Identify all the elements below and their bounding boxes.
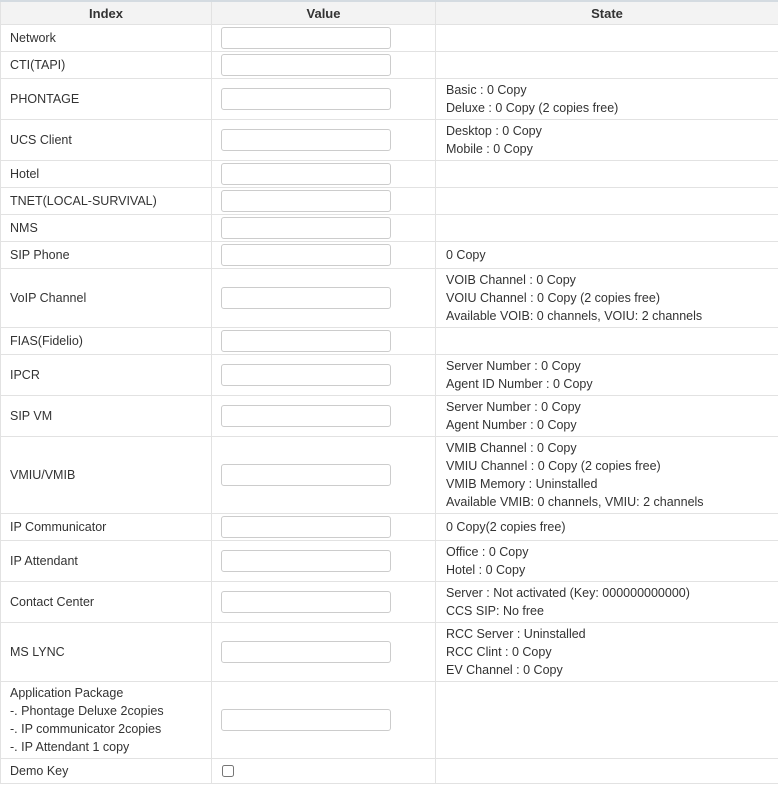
license-key-input[interactable] (221, 364, 391, 386)
row-label: IP Communicator (10, 520, 107, 534)
state-cell (436, 396, 778, 437)
table-row (1, 188, 778, 215)
state-line: EV Channel : 0 Copy (446, 663, 563, 677)
table-row (1, 682, 778, 759)
table-row (1, 328, 778, 355)
state-line: RCC Server : Uninstalled (446, 627, 586, 641)
value-cell (212, 188, 436, 215)
state-cell (436, 623, 778, 682)
row-label: PHONTAGE (10, 92, 80, 106)
license-key-input[interactable] (221, 464, 391, 486)
state-line: Server : Not activated (Key: 000000000000) (446, 586, 690, 600)
index-cell (1, 355, 212, 396)
row-label: Contact Center (10, 595, 95, 609)
value-cell (212, 514, 436, 541)
index-cell (1, 120, 212, 161)
value-cell (212, 623, 436, 682)
table-body (1, 25, 778, 784)
table-row (1, 52, 778, 79)
table-row (1, 215, 778, 242)
index-cell (1, 328, 212, 355)
state-line: Available VOIB: 0 channels, VOIU: 2 channels (446, 309, 703, 323)
state-cell (436, 52, 778, 79)
table-row (1, 437, 778, 514)
state-cell (436, 355, 778, 396)
demo-key-checkbox[interactable] (222, 765, 234, 777)
row-label: FIAS(Fidelio) (10, 334, 83, 348)
license-key-input[interactable] (221, 190, 391, 212)
value-cell (212, 582, 436, 623)
value-cell (212, 161, 436, 188)
state-line: Basic : 0 Copy (446, 83, 527, 97)
index-cell (1, 759, 212, 784)
row-label: Network (10, 31, 56, 45)
table-row (1, 25, 778, 52)
value-cell (212, 269, 436, 328)
row-label: CTI(TAPI) (10, 58, 66, 72)
value-cell (212, 682, 436, 759)
license-key-input[interactable] (221, 641, 391, 663)
state-cell (436, 161, 778, 188)
state-cell (436, 582, 778, 623)
state-line: VOIB Channel : 0 Copy (446, 273, 576, 287)
index-cell (1, 188, 212, 215)
license-key-input[interactable] (221, 405, 391, 427)
license-key-input[interactable] (221, 550, 391, 572)
index-cell (1, 161, 212, 188)
index-cell (1, 52, 212, 79)
table-row (1, 269, 778, 328)
state-line: Deluxe : 0 Copy (2 copies free) (446, 101, 619, 115)
license-key-input[interactable] (221, 516, 391, 538)
state-line: Agent ID Number : 0 Copy (446, 377, 593, 391)
row-label: SIP Phone (10, 248, 70, 262)
state-cell (436, 188, 778, 215)
state-cell (436, 120, 778, 161)
state-line: 0 Copy(2 copies free) (446, 520, 566, 534)
index-cell (1, 215, 212, 242)
row-label: VoIP Channel (10, 291, 87, 305)
license-key-input[interactable] (221, 217, 391, 239)
state-cell (436, 242, 778, 269)
license-key-input[interactable] (221, 27, 391, 49)
state-cell (436, 215, 778, 242)
state-cell (436, 328, 778, 355)
table-row (1, 161, 778, 188)
license-key-input[interactable] (221, 330, 391, 352)
row-label: UCS Client (10, 133, 72, 147)
index-cell (1, 25, 212, 52)
state-line: Desktop : 0 Copy (446, 124, 542, 138)
state-line: Server Number : 0 Copy (446, 400, 581, 414)
table-row (1, 79, 778, 120)
row-label: IP Attendant (10, 554, 78, 568)
state-cell (436, 79, 778, 120)
table-header-row (1, 1, 778, 25)
index-cell (1, 269, 212, 328)
state-cell (436, 541, 778, 582)
table-row (1, 396, 778, 437)
index-cell (1, 582, 212, 623)
index-cell (1, 541, 212, 582)
row-label: VMIU/VMIB (10, 468, 76, 482)
demo-key-row (1, 759, 778, 784)
state-line: Server Number : 0 Copy (446, 359, 581, 373)
state-cell (436, 437, 778, 514)
state-cell (436, 682, 778, 759)
value-cell (212, 328, 436, 355)
index-cell (1, 396, 212, 437)
license-key-input[interactable] (221, 287, 391, 309)
table-row (1, 242, 778, 269)
state-cell (436, 514, 778, 541)
value-cell (212, 215, 436, 242)
value-cell (212, 25, 436, 52)
table-row (1, 623, 778, 682)
value-cell (212, 355, 436, 396)
license-key-input[interactable] (221, 244, 391, 266)
row-label: MS LYNC (10, 645, 65, 659)
state-line: Agent Number : 0 Copy (446, 418, 577, 432)
state-cell (436, 25, 778, 52)
state-line: Available VMIB: 0 channels, VMIU: 2 channels (446, 495, 704, 509)
license-key-input[interactable] (221, 591, 391, 613)
index-cell (1, 514, 212, 541)
state-line: 0 Copy (446, 248, 486, 262)
state-line: RCC Clint : 0 Copy (446, 645, 552, 659)
table-row (1, 541, 778, 582)
state-column-header: State (436, 1, 778, 25)
value-cell (212, 396, 436, 437)
state-line: Hotel : 0 Copy (446, 563, 526, 577)
index-cell (1, 242, 212, 269)
state-line: VMIU Channel : 0 Copy (2 copies free) (446, 459, 661, 473)
license-key-input[interactable] (221, 88, 391, 110)
state-cell (436, 269, 778, 328)
state-cell (436, 759, 778, 784)
index-cell (1, 623, 212, 682)
row-label: Hotel (10, 167, 40, 181)
value-cell (212, 759, 436, 784)
index-column-header: Index (1, 1, 212, 25)
state-line: Mobile : 0 Copy (446, 142, 533, 156)
row-label: SIP VM (10, 409, 53, 423)
value-cell (212, 52, 436, 79)
value-cell (212, 79, 436, 120)
value-column-header: Value (212, 1, 436, 25)
index-cell (1, 79, 212, 120)
state-line: VMIB Memory : Uninstalled (446, 477, 598, 491)
value-cell (212, 541, 436, 582)
value-cell (212, 120, 436, 161)
value-cell (212, 242, 436, 269)
license-key-input[interactable] (221, 129, 391, 151)
state-line: VOIU Channel : 0 Copy (2 copies free) (446, 291, 660, 305)
row-label: Application Package (10, 686, 124, 700)
demo-key-label: Demo Key (10, 764, 69, 778)
state-line: Office : 0 Copy (446, 545, 529, 559)
table-row (1, 582, 778, 623)
row-label-detail: -. IP communicator 2copies (10, 722, 162, 736)
license-key-input[interactable] (221, 709, 391, 731)
row-label-detail: -. IP Attendant 1 copy (10, 740, 130, 754)
state-line: CCS SIP: No free (446, 604, 544, 618)
table-row (1, 120, 778, 161)
row-label-detail: -. Phontage Deluxe 2copies (10, 704, 164, 718)
license-key-input[interactable] (221, 163, 391, 185)
license-key-input[interactable] (221, 54, 391, 76)
state-line: VMIB Channel : 0 Copy (446, 441, 577, 455)
index-cell (1, 437, 212, 514)
row-label: TNET(LOCAL-SURVIVAL) (10, 194, 157, 208)
table-row (1, 355, 778, 396)
value-cell (212, 437, 436, 514)
row-label: NMS (10, 221, 38, 235)
index-cell (1, 682, 212, 759)
table-row (1, 514, 778, 541)
row-label: IPCR (10, 368, 40, 382)
